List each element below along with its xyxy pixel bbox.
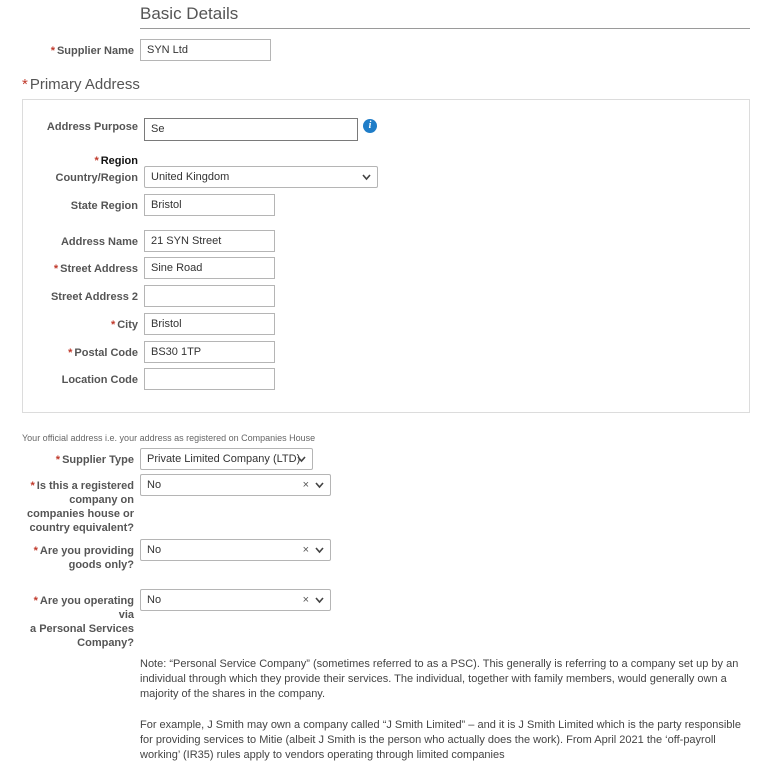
country-region-select[interactable]	[144, 166, 378, 188]
clear-icon[interactable]: ×	[302, 544, 309, 556]
clear-icon[interactable]: ×	[302, 479, 309, 491]
primary-address-panel	[22, 99, 750, 413]
goods-only-label: * Are you providing goods only?	[33, 545, 134, 571]
chevron-down-icon	[315, 590, 324, 618]
chevron-down-icon	[297, 449, 306, 477]
psc-example-paragraph: For example, J Smith may own a company called “J Smith Limited” – and it is J Smith Limited which is the party responsible for providing services to Mitie (albeit J Smith is the person who actually does the work). From April 2021 the ‘off-payroll working’ (IR35) rules apply to vendors operating through limited companies	[140, 719, 741, 761]
chevron-down-icon	[362, 167, 371, 195]
supplier-name-label: * Supplier Name	[50, 45, 134, 57]
location-code-input[interactable]	[144, 368, 275, 390]
city-label: * City	[110, 319, 138, 331]
address-purpose-input[interactable]: Se	[144, 118, 358, 141]
region-label: * Region	[94, 155, 138, 167]
postal-code-input[interactable]: BS30 1TP	[144, 341, 275, 363]
psc-select[interactable]	[140, 589, 331, 611]
supplier-type-value: Private Limited Company (LTD)	[147, 453, 301, 465]
registered-company-label: * Is this a registered company on companies house or country equivalent?	[27, 480, 134, 534]
section-divider	[140, 28, 750, 29]
clear-icon[interactable]: ×	[302, 594, 309, 606]
supplier-name-input[interactable]: SYN Ltd	[140, 39, 271, 61]
chevron-down-icon	[315, 475, 324, 503]
goods-only-value: No	[147, 544, 162, 556]
street-address-2-input[interactable]	[144, 285, 275, 307]
registered-company-value: No	[147, 479, 162, 491]
postal-code-label: * Postal Code	[68, 347, 138, 359]
required-marker: *	[50, 45, 55, 57]
country-region-value: United Kingdom	[151, 171, 230, 183]
official-address-note: Your official address i.e. your address as registered on Companies House	[22, 433, 316, 443]
registered-company-select[interactable]	[140, 474, 331, 496]
psc-label: * Are you operating via a Personal Services Company?	[30, 595, 134, 649]
country-region-label: Country/Region	[55, 172, 138, 184]
location-code-label: Location Code	[61, 374, 138, 386]
psc-note-paragraph: Note: “Personal Service Company” (sometimes referred to as a PSC). This generally is referring to a company set up by an individual through which they provide their services. The individual, together with family members, would generally own a majority of the shares in the company.	[140, 658, 739, 700]
chevron-down-icon	[315, 540, 324, 568]
address-name-input[interactable]: 21 SYN Street	[144, 230, 275, 252]
supplier-type-label: * Supplier Type	[55, 454, 134, 466]
info-icon[interactable]: i	[363, 119, 377, 133]
street-address-label: * Street Address	[53, 263, 138, 275]
address-purpose-label: Address Purpose	[46, 121, 138, 133]
psc-value: No	[147, 594, 162, 606]
primary-address-title: * Primary Address	[22, 76, 140, 93]
state-region-label: State Region	[70, 200, 138, 212]
city-input[interactable]: Bristol	[144, 313, 275, 335]
street-address-input[interactable]: Sine Road	[144, 257, 275, 279]
state-region-input[interactable]: Bristol	[144, 194, 275, 216]
goods-only-select[interactable]	[140, 539, 331, 561]
street-address-2-label: Street Address 2	[50, 291, 138, 303]
address-name-label: Address Name	[60, 236, 138, 248]
supplier-type-select[interactable]	[140, 448, 313, 470]
basic-details-title: Basic Details	[140, 4, 239, 23]
